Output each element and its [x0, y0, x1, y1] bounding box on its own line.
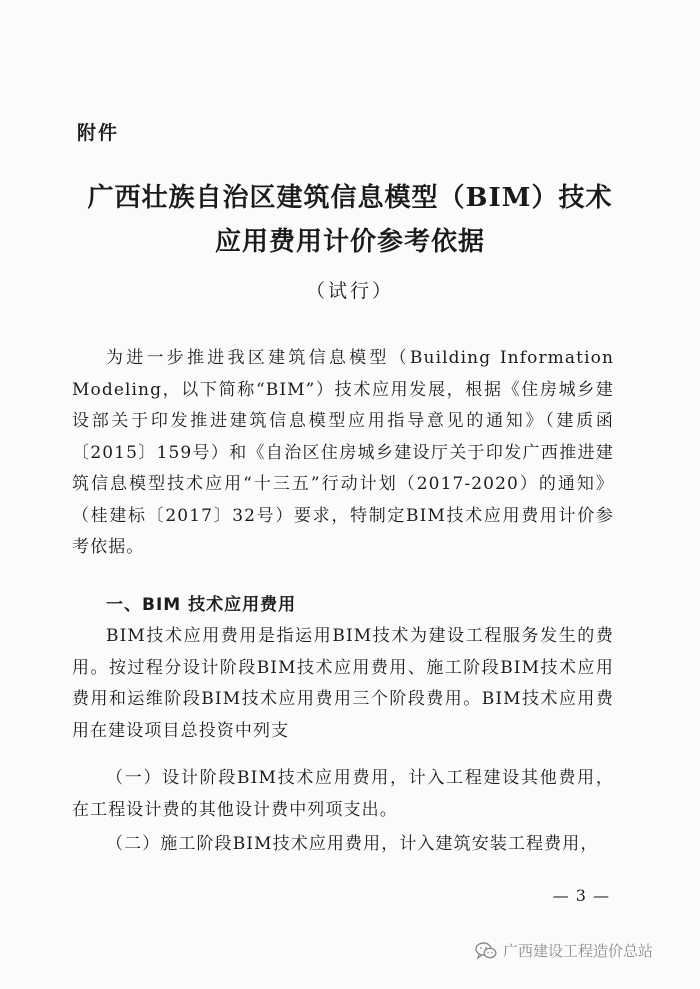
- attachment-label: 附件: [77, 122, 120, 144]
- page-number: — 3 —: [552, 886, 610, 905]
- intro-paragraph: 为进一步推进我区建筑信息模型（Building Information Modeling，以下简称“BIM”）技术应用发展，根据《住房城乡建设部关于印发推进建筑信息模型应用指导意见的通知》（建质函〔2015〕159号）和《自治区住房城乡建设厅关于印发广西推进建筑信息模型技术应用“十三五”行动计划（2017-2020）的通知》（桂建标〔2017〕32号）要求，特制定BIM技术应用费用计价参考依据。: [72, 348, 614, 557]
- document-title-line2: 应用费用计价参考依据: [214, 227, 485, 257]
- construction-stage-paragraph: （二）施工阶段BIM技术应用费用，计入建筑安装工程费用，: [106, 834, 599, 854]
- watermark: [475, 940, 653, 961]
- wechat-icon: [475, 942, 497, 960]
- document-subtitle: （试行）: [305, 280, 394, 302]
- section-heading: 一、BIM 技术应用费用: [106, 595, 297, 615]
- design-stage-paragraph: （一）设计阶段BIM技术应用费用，计入工程建设其他费用，在工程设计费的其他设计费中列项支出。: [72, 768, 614, 820]
- bim-cost-paragraph: BIM技术应用费用是指运用BIM技术为建设工程服务发生的费用。按过程分设计阶段BIM技术应用费用、施工阶段BIM技术应用费用和运维阶段BIM技术应用费用三个阶段费用。BIM技术应用费用在建设项目总投资中列支: [72, 626, 614, 741]
- watermark-text: 广西建设工程造价总站: [503, 942, 654, 960]
- document-title-line1: 广西壮族自治区建筑信息模型（BIM）技术: [87, 183, 613, 213]
